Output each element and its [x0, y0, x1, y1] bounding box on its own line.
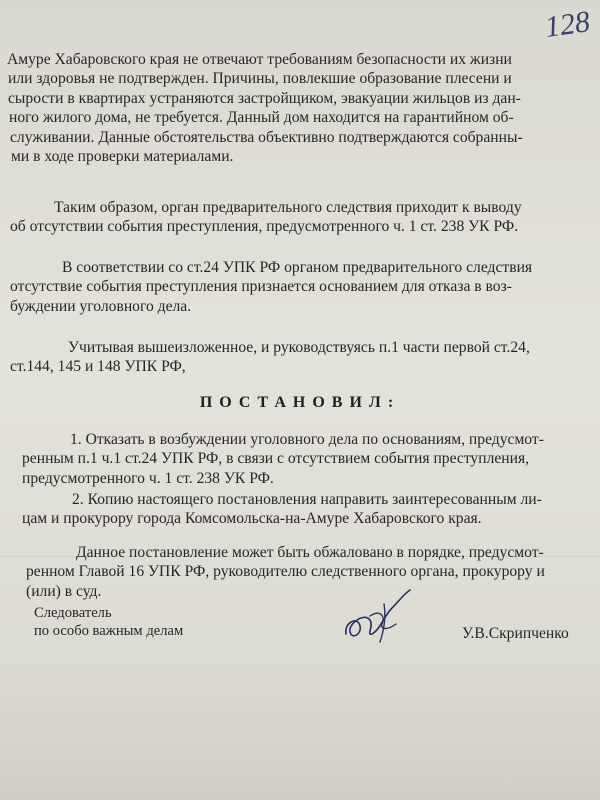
text-line: Амуре Хабаровского края не отвечают требованиям безопасности их жизни — [7, 51, 512, 68]
text-line: 2. Копию настоящего постановления направить заинтересованным ли- — [72, 491, 542, 508]
resolution-heading: ПОСТАНОВИЛ: — [199, 394, 401, 411]
text-line: (или) в суд. — [26, 582, 102, 600]
basis-paragraph — [10, 258, 532, 316]
text-line: цам и прокурору города Комсомольска-на-Амуре Хабаровского края. — [22, 510, 482, 528]
conclusion-paragraph — [10, 198, 522, 237]
text-line: 1. Отказать в возбуждении уголовного дела по основаниям, предусмот- — [70, 431, 544, 448]
text-line: сырости в квартирах устраняются застройщиком, эвакуации жильцов из дан- — [8, 89, 521, 107]
text-line: или здоровья не подтвержден. Причины, повлекшие образование плесени и — [8, 70, 512, 88]
signer-name — [462, 624, 569, 643]
guided-paragraph — [10, 338, 530, 377]
appeal-paragraph — [26, 543, 545, 601]
text-line: Таким образом, орган предварительного следствия приходит к выводу — [54, 199, 522, 216]
text-line: У.В.Скрипченко — [462, 625, 569, 642]
text-line: ного жилого дома, не требуется. Данный дом находится на гарантийном об- — [9, 109, 514, 127]
text-line: предусмотренного ч. 1 ст. 238 УК РФ. — [22, 469, 274, 487]
text-line: ренном Главой 16 УПК РФ, руководителю следственного органа, прокурору и — [26, 563, 545, 581]
text-line: служивании. Данные обстоятельства объективно подтверждаются собранны- — [10, 128, 523, 146]
text-line: В соответствии со ст.24 УПК РФ органом предварительного следствия — [62, 259, 533, 276]
intro-paragraph — [7, 50, 523, 166]
text-line: по особо важным делам — [34, 623, 184, 639]
text-line: буждении уголовного дела. — [10, 297, 192, 315]
text-line: Данное постановление может быть обжаловано в порядке, предусмот- — [76, 544, 544, 561]
handwritten-signature — [340, 586, 418, 646]
text-line: ми в ходе проверки материалами. — [11, 148, 234, 166]
item-2 — [22, 490, 542, 529]
text-line: об отсутствии события преступления, предусмотренного ч. 1 ст. 238 УК РФ. — [10, 218, 519, 236]
page-number: 128 — [542, 5, 593, 44]
text-line: ст.144, 145 и 148 УПК РФ, — [10, 358, 186, 376]
text-line: Учитывая вышеизложенное, и руководствуясь п.1 части первой ст.24, — [68, 339, 530, 356]
signer-position — [34, 604, 183, 640]
text-line: ренным п.1 ч.1 ст.24 УПК РФ, в связи с отсутствием события преступления, — [22, 450, 530, 468]
text-line: Следователь — [34, 605, 112, 621]
item-1 — [22, 430, 544, 488]
text-line: отсутствие события преступления признается основанием для отказа в воз- — [10, 278, 512, 296]
